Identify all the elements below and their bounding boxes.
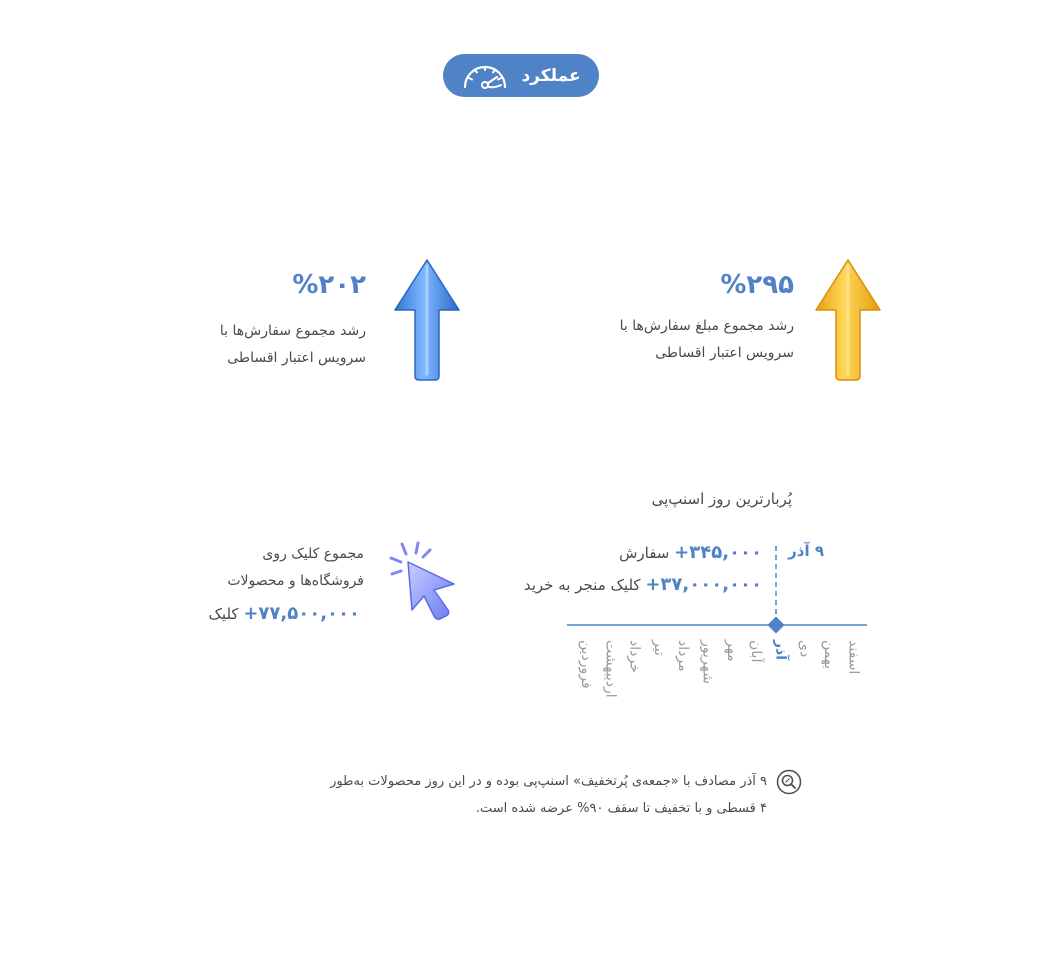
month-label: مهر — [723, 640, 740, 662]
footnote — [200, 768, 767, 822]
stat-desc-line: رشد مجموع سفارش‌ها با — [219, 323, 366, 339]
month-label: اردیبهشت — [602, 640, 619, 698]
clicks-desc — [150, 541, 364, 595]
month-label: اسفند — [845, 640, 862, 675]
month-label: مرداد — [675, 640, 692, 672]
stat-desc-line: رشد مجموع مبلغ سفارش‌ها با — [619, 318, 794, 334]
blue-up-arrow-icon — [393, 258, 461, 382]
stat-desc-line: سرویس اعتبار اقساطی — [655, 345, 794, 361]
clicks-total-value: +۷۷,۵۰۰,۰۰۰ — [243, 603, 360, 624]
busiest-day-title: پُربارترین روز اسنپ‌پی — [651, 490, 792, 508]
clicks-purchase-label: کلیک منجر به خرید — [523, 576, 641, 594]
orders-value: +۳۴۵,۰۰۰ — [674, 542, 762, 563]
section-title: عملکرد — [521, 65, 581, 86]
month-label: تیر — [650, 640, 667, 656]
footnote-line: ۹ آذر مصادف با «جمعه‌ی پُرتخفیف» اسنپ‌پی بوده و در این روز محصولات به‌طور — [330, 774, 767, 789]
month-label: آبان — [748, 640, 765, 663]
orders-label: سفارش — [619, 544, 670, 562]
month-label: دی — [796, 640, 813, 658]
busiest-day-date: ۹ آذر — [788, 542, 824, 560]
orange-up-arrow-icon — [814, 258, 882, 382]
speedometer-icon — [461, 61, 509, 91]
month-label: شهریور — [699, 640, 716, 684]
clicks-total — [150, 603, 360, 624]
section-header — [443, 54, 599, 97]
footnote-line: ۴ قسطی و با تخفیف تا سقف ۹۰% عرضه شده است. — [475, 801, 767, 816]
stat-desc-line: سرویس اعتبار اقساطی — [227, 350, 366, 366]
clicks-desc-line: فروشگاه‌ها و محصولات — [227, 573, 364, 589]
stat-value-order-count: %۲۰۲ — [292, 270, 366, 300]
stat-desc-order-count — [150, 318, 366, 372]
clicks-desc-line: مجموع کلیک روی — [262, 546, 364, 562]
stat-desc-order-amount — [560, 313, 794, 367]
timeline-marker-diamond — [768, 617, 785, 634]
cursor-click-icon — [388, 540, 460, 624]
month-label: خرداد — [626, 640, 643, 673]
stat-value-order-amount: %۲۹۵ — [720, 270, 794, 300]
month-label: بهمن — [821, 640, 837, 670]
clicks-total-unit: کلیک — [208, 605, 239, 623]
month-label: فروردین — [578, 640, 594, 689]
search-discount-icon — [776, 769, 802, 795]
month-label: آذر — [772, 640, 789, 661]
clicks-purchase-value: +۳۷,۰۰۰,۰۰۰ — [645, 574, 762, 595]
month-timeline — [560, 540, 872, 640]
